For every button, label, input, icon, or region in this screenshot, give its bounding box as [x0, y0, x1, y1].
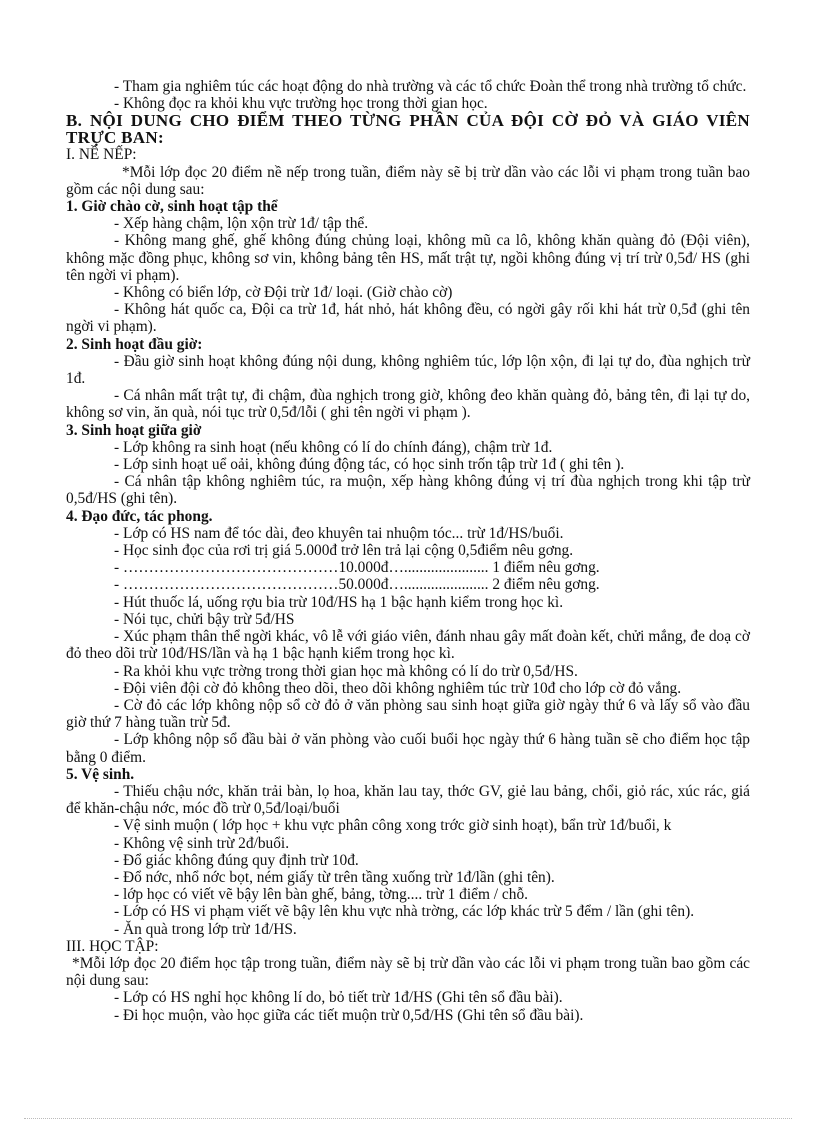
list-item: - lớp học có viết vẽ bậy lên bàn ghế, bảng, tờng.... trừ 1 điểm / chỗ.: [114, 886, 528, 904]
list-item: - ……………………………………10.000đ…...................... 1 điểm nêu gơng.: [114, 559, 600, 577]
subsection-5-heading: 5. Vệ sinh.: [66, 765, 135, 783]
subsection-2-heading: 2. Sinh hoạt đầu giờ:: [66, 335, 203, 353]
subsection-1-heading: 1. Giờ chào cờ, sinh hoạt tập thể: [66, 198, 278, 216]
section-b-heading: B. NỘI DUNG CHO ĐIỂM THEO TỪNG PHẦN CỦA ĐỘI CỜ ĐỎ VÀ GIÁO VIÊN TRỰC BAN:: [66, 111, 750, 148]
part1-intro: *Mỗi lớp đọc 20 điểm nề nếp trong tuần, điểm này sẽ bị trừ dần vào các lỗi vi phạm trong tuần bao gồm các nội dung sau:: [66, 163, 750, 198]
list-item: - Đội viên đội cờ đỏ không theo dõi, theo dõi không nghiêm túc trừ 10đ cho lớp cờ đỏ vắng.: [114, 679, 682, 697]
list-item: - Nói tục, chửi bậy trừ 5đ/HS: [114, 610, 295, 628]
list-item: - Lớp có HS nam để tóc dài, đeo khuyên tai nhuộm tóc... trừ 1đ/HS/buổi.: [114, 524, 564, 542]
list-item: - ……………………………………50.000đ…...................... 2 điểm nêu gơng.: [114, 576, 600, 594]
list-item: - Không có biển lớp, cờ Đội trừ 1đ/ loại. (Giờ chào cờ): [114, 284, 453, 302]
part1-heading: I. NỀ NẾP:: [66, 146, 137, 164]
list-item: - Ăn quà trong lớp trừ 1đ/HS.: [114, 920, 297, 938]
list-item: - Đi học muộn, vào học giữa các tiết muộn trừ 0,5đ/HS (Ghi tên sổ đầu bài).: [114, 1006, 584, 1024]
list-item: - Lớp không nộp sổ đầu bài ở văn phòng vào cuối buổi học ngày thứ 6 hàng tuần sẽ cho điểm học tập bằng 0 điểm.: [66, 731, 750, 766]
list-item: - Đổ giác không đúng quy định trừ 10đ.: [114, 851, 359, 869]
list-item: - Lớp có HS vi phạm viết vẽ bậy lên khu vực nhà trờng, các lớp khác trừ 5 đểm / lần (ghi tên).: [114, 903, 695, 921]
list-item: - Cờ đỏ các lớp không nộp sổ cờ đỏ ở văn phòng sau sinh hoạt giữa giờ ngày thứ 6 và lấy sổ vào đầu giờ thứ 7 hàng tuần trừ 5đ.: [66, 696, 750, 732]
list-item: - Hút thuốc lá, uống rợu bia trừ 10đ/HS hạ 1 bậc hạnh kiểm trong học kì.: [114, 593, 564, 611]
list-item: - Không vệ sinh trừ 2đ/buổi.: [114, 834, 290, 852]
subsection-4-heading: 4. Đạo đức, tác phong.: [66, 507, 213, 525]
subsection-3-heading: 3. Sinh hoạt giữa giờ: [66, 421, 202, 439]
list-item: - Đầu giờ sinh hoạt không đúng nội dung, không nghiêm túc, lớp lộn xộn, đi lại tự do, đùa nghịch trừ 1đ.: [66, 352, 750, 388]
list-item: - Cá nhân mất trật tự, đi chậm, đùa nghịch trong giờ, không đeo khăn quàng đỏ, bảng tên, đi lại tự do, không sơ vin, ăn quà, nói tục trừ 0,5đ/lỗi ( ghi tên ngời vi phạm ).: [66, 387, 750, 422]
list-item: - Cá nhân tập không nghiêm túc, ra muộn, xếp hàng không đúng vị trí đùa nghịch trong khi tập trừ 0,5đ/HS (ghi tên).: [66, 473, 750, 508]
page-footer-divider: [24, 1118, 792, 1119]
list-item: - Vệ sinh muộn ( lớp học + khu vực phân công xong trớc giờ sinh hoạt), bẩn trừ 1đ/buổi, k: [114, 817, 672, 835]
list-item: - Đổ nớc, nhổ nớc bọt, ném giấy từ trên tầng xuống trừ 1đ/lần (ghi tên).: [114, 868, 555, 886]
intro-item: - Không đọc ra khỏi khu vực trường học trong thời gian học.: [114, 95, 488, 113]
list-item: - Thiếu chậu nớc, khăn trải bàn, lọ hoa, khăn lau tay, thớc GV, giẻ lau bảng, chổi, giỏ rác, xúc rác, giá để khăn-chậu nớc, móc đồ trừ 0,5đ/loại/buổi: [66, 782, 750, 818]
list-item: - Lớp sinh hoạt uể oải, không đúng động tác, có học sinh trốn tập trừ 1đ ( ghi tên ).: [114, 456, 625, 474]
list-item: - Học sinh đọc của rơi trị giá 5.000đ trở lên trả lại cộng 0,5điểm nêu gơng.: [114, 542, 574, 560]
part3-heading: III. HỌC TẬP:: [66, 937, 159, 955]
list-item: - Lớp có HS nghỉ học không lí do, bỏ tiết trừ 1đ/HS (Ghi tên sổ đầu bài).: [114, 989, 563, 1007]
list-item: - Xúc phạm thân thể ngời khác, vô lễ với giáo viên, đánh nhau gây mất đoàn kết, chửi mắng, đe doạ cờ đỏ theo dõi trừ 10đ/HS/lần và hạ 1 bậc hạnh kiểm trong học kì.: [66, 628, 750, 663]
list-item: - Lớp không ra sinh hoạt (nếu không có lí do chính đáng), chậm trừ 1đ.: [114, 438, 553, 456]
list-item: - Xếp hàng chậm, lộn xộn trừ 1đ/ tập thể.: [114, 215, 369, 233]
list-item: - Ra khỏi khu vực trờng trong thời gian học mà không có lí do trừ 0,5đ/HS.: [114, 662, 578, 680]
list-item: - Không hát quốc ca, Đội ca trừ 1đ, hát nhỏ, hát không đều, có ngời gây rối khi hát trừ 0,5đ (ghi tên ngời vi phạm).: [66, 301, 750, 336]
document-page: [66, 78, 750, 1024]
part3-intro: *Mỗi lớp đọc 20 điểm học tập trong tuần, điểm này sẽ bị trừ dần vào các lỗi vi phạm trong tuần bao gồm các nội dung sau:: [66, 954, 750, 990]
intro-item: - Tham gia nghiêm túc các hoạt động do nhà trường và các tổ chức Đoàn thể trong nhà trường tổ chức.: [114, 78, 747, 95]
list-item: - Không mang ghế, ghế không đúng chủng loại, không mũ ca lô, không khăn quàng đỏ (Đội viên), không mặc đồng phục, không sơ vin, không bảng tên HS, mất trật tự, ngồi không đúng vị trí trừ 0,5đ/ HS (ghi tên ngời vi phạm).: [66, 232, 750, 284]
